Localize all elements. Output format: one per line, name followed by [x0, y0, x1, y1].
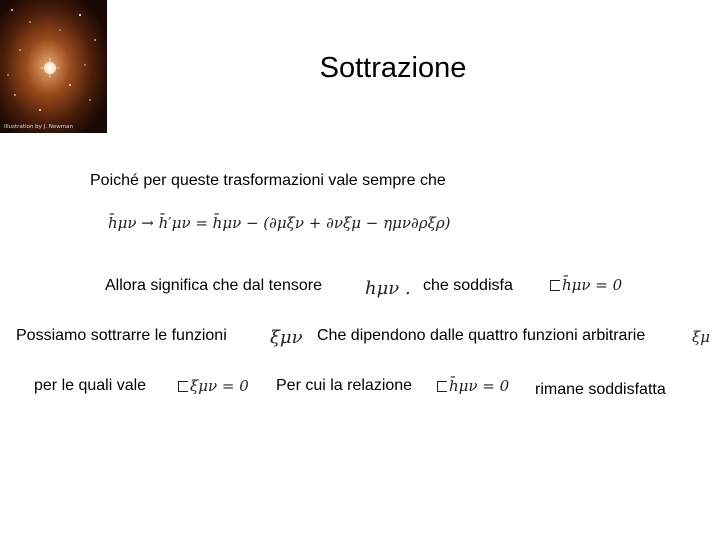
slide-title: Sottrazione	[319, 52, 467, 84]
text-line-2b: che soddisfa	[423, 277, 513, 294]
dalembertian-icon	[437, 381, 447, 392]
formula-box-h-relation: h̄μν = 0	[437, 377, 509, 395]
formula-h-tensor: hμν .	[365, 278, 411, 299]
text-line-4c: rimane soddisfatta	[535, 381, 666, 398]
formula-xi-mu: ξμ	[692, 328, 711, 346]
formula-gauge-transform: h̄μν → h̄′μν = h̄μν − (∂μξν + ∂νξμ − ημν∂ρξρ)	[108, 214, 451, 232]
formula-box-h-condition: h̄μν = 0	[550, 276, 622, 294]
text-line-1: Poiché per queste trasformazioni vale sempre che	[90, 172, 446, 189]
text-line-4b: Per cui la relazione	[276, 377, 413, 394]
thumbnail-caption: Illustration by J. Newman	[4, 124, 73, 130]
text-line-3a: Possiamo sottrarre le funzioni	[16, 327, 227, 344]
formula-xi-mu-nu: ξμν	[270, 327, 303, 348]
formula-box-xi-condition: ξμν = 0	[178, 377, 249, 395]
text-line-2a: Allora significa che dal tensore	[105, 277, 323, 294]
dalembertian-icon	[550, 280, 560, 291]
text-line-3b: Che dipendono dalle quattro funzioni arbitrarie	[317, 327, 646, 344]
dalembertian-icon	[178, 381, 188, 392]
text-line-4a: per le quali vale	[34, 377, 147, 394]
